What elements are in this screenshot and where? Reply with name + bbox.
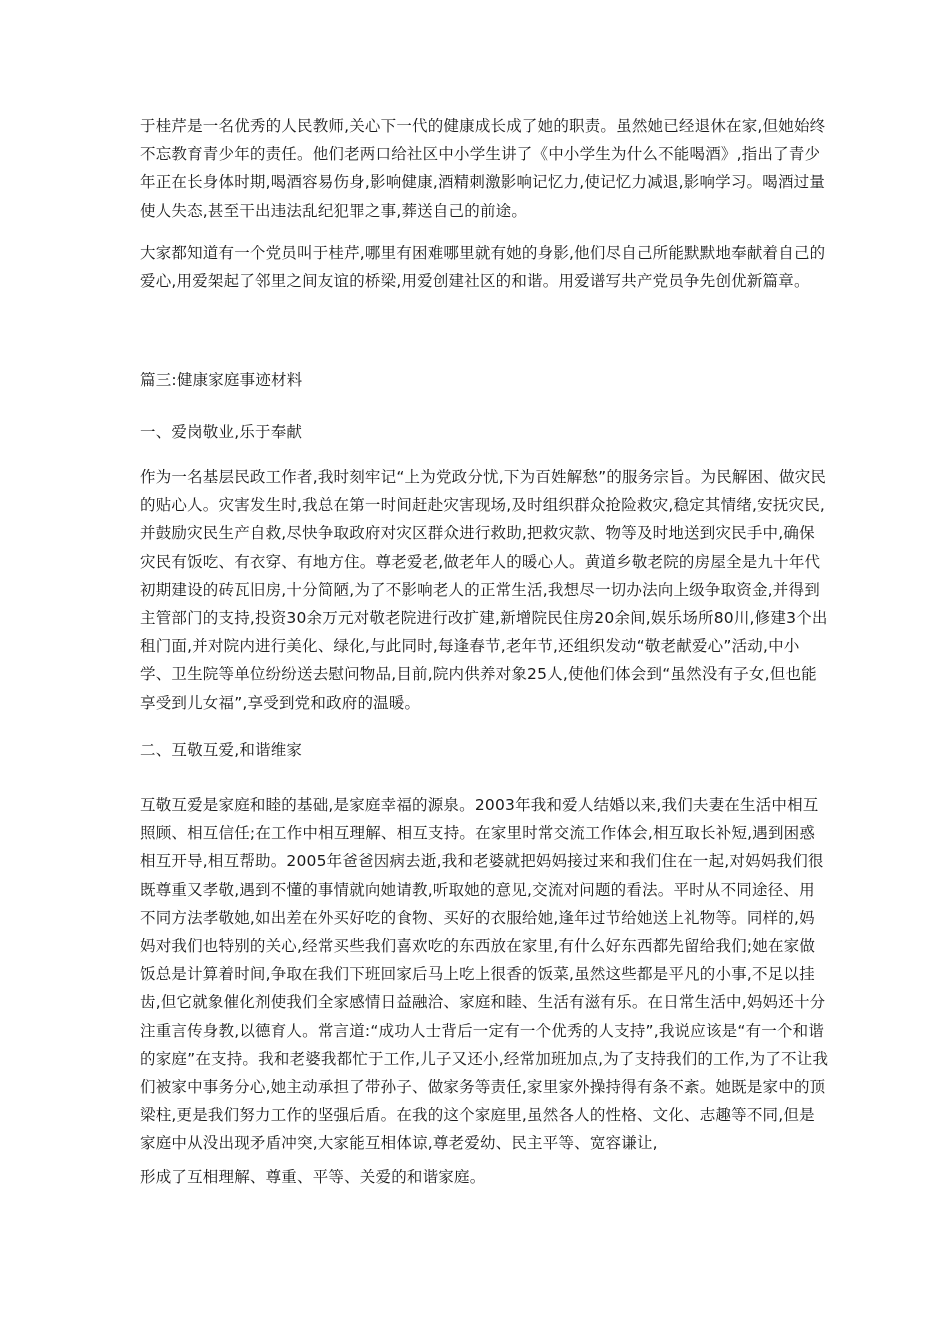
paragraph-conclusion: 形成了互相理解、尊重、平等、关爱的和谐家庭。 (140, 1168, 486, 1186)
paragraph-family: 互敬互爱是家庭和睦的基础,是家庭幸福的源泉。2003年我和爱人结婚以来,我们夫妻在生活中相互照顾、相互信任;在工作中相互理解、相互支持。在家里时常交流工作体会,相互取长补短,遇到困惑相互开导,相互帮助。2005年爸爸因病去逝,我和老婆就把妈妈接过来和我们住在一起,对妈妈我们很既尊重又孝敬,遇到不懂的事情就向她请教,听取她的意见,交流对问题的看法。平时从不同途径、用不同方法孝敬她,如出差在外买好吃的食物、买好的衣服给她,逢年过节给她送上礼物等。同样的,妈妈对我们也特别的关心,经常买些我们喜欢吃的东西放在家里,有什么好东西都先留给我们;她在家做饭总是计算着时间,争取在我们下班回家后马上吃上很香的饭菜,虽然这些都是平凡的小事,不足以挂齿,但它就象催化剂使我们全家感情日益融洽、家庭和睦、生活有滋有乐。在日常生活中,妈妈还十分注重言传身教,以德育人。常言道:“成功人士背后一定有一个优秀的人支持”,我说应该是“有一个和谐的家庭”在支持。我和老婆我都忙于工作,儿子又还小,经常加班加点,为了支持我们的工作,为了不让我们被家中事务分心,她主动承担了带孙子、做家务等责任,家里家外操持得有条不紊。她既是家中的顶梁柱,更是我们努力工作的坚强后盾。在我的这个家庭里,虽然各人的性格、文化、志趣等不同,但是家庭中从没出现矛盾冲突,大家能互相体谅,尊老爱幼、民主平等、宽容谦让, (140, 796, 829, 1153)
paragraph-party-member: 大家都知道有一个党员叫于桂芹,哪里有困难哪里就有她的身影,他们尽自己所能默默地奉献着自己的爱心,用爱架起了邻里之间友谊的桥梁,用爱创建社区的和谐。用爱谱写共产党员争先创优新篇章。 (140, 244, 826, 291)
section-title: 篇三:健康家庭事迹材料 (140, 371, 303, 389)
paragraph-teacher-story: 于桂芹是一名优秀的人民教师,关心下一代的健康成长成了她的职责。虽然她已经退休在家,但她始终不忘教育青少年的责任。他们老两口给社区中小学生讲了《中小学生为什么不能喝酒》,指出了青少年正在长身体时期,喝酒容易伤身,影响健康,酒精刺激影响记忆力,使记忆力减退,影响学习。喝酒过量使人失态,甚至干出违法乱纪犯罪之事,葬送自己的前途。 (140, 117, 826, 220)
heading-dedication: 一、爱岗敬业,乐于奉献 (140, 423, 303, 441)
paragraph-civil-affairs: 作为一名基层民政工作者,我时刻牢记“上为党政分忧,下为百姓解愁”的服务宗旨。为民解困、做灾民的贴心人。灾害发生时,我总在第一时间赶赴灾害现场,及时组织群众抢险救灾,稳定其情绪,安抚灾民,并鼓励灾民生产自救,尽快争取政府对灾区群众进行救助,把救灾款、物等及时地送到灾民手中,确保灾民有饭吃、有衣穿、有地方住。尊老爱老,做老年人的暖心人。黄道乡敬老院的房屋全是九十年代初期建设的砖瓦旧房,十分简陋,为了不影响老人的正常生活,我想尽一切办法向上级争取资金,并得到主管部门的支持,投资30余万元对敬老院进行改扩建,新增院民住房20余间,娱乐场所80川,修建3个出租门面,并对院内进行美化、绿化,与此同时,每逢春节,老年节,还组织发动“敬老献爱心”活动,中小学、卫生院等单位纷纷送去慰问物品,目前,院内供养对象25人,使他们体会到“虽然没有子女,但也能享受到儿女福”,享受到党和政府的温暖。 (140, 468, 828, 712)
heading-harmony: 二、互敬互爱,和谐维家 (140, 741, 303, 759)
